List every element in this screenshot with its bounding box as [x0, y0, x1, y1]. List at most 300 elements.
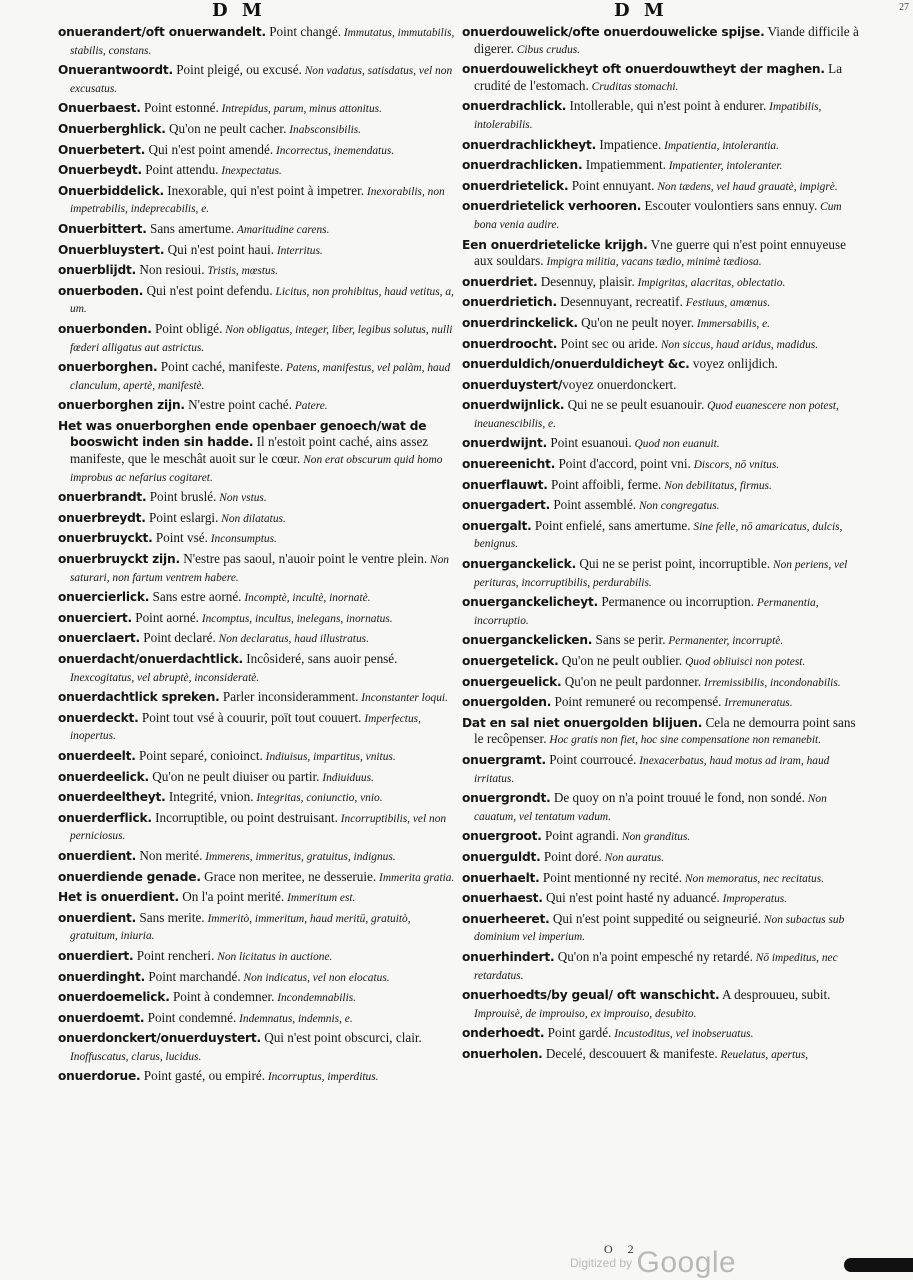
- dictionary-entry: [58, 242, 456, 260]
- dictionary-entry: [462, 849, 860, 867]
- dictionary-entry: [462, 356, 860, 374]
- french-gloss: Qui n'est point amendé.: [145, 141, 274, 157]
- french-gloss: Point vsé.: [152, 530, 208, 546]
- dictionary-entry: [58, 418, 456, 486]
- latin-gloss: Non erat obscurum quid homo improbus ac nefarius cogitaret.: [70, 454, 443, 484]
- latin-gloss: Non cauatum, vel tentatum vadum.: [474, 793, 827, 823]
- french-gloss: De quoy on n'a point trouué le fond, non sondé.: [550, 790, 805, 806]
- latin-gloss: Reuelatus, apertus,: [717, 1048, 809, 1061]
- dictionary-entry: [58, 1010, 456, 1028]
- french-gloss: Parler inconsideramment.: [219, 689, 359, 705]
- headword: onuerhoedts/by geual/ oft wanschicht.: [462, 988, 720, 1003]
- french-gloss: Point doré.: [540, 848, 602, 864]
- dictionary-entry: [462, 274, 860, 292]
- dictionary-entry: [58, 142, 456, 160]
- french-gloss: Qui n'est point haui.: [164, 241, 275, 257]
- latin-gloss: Incorruptibilis, vel non perniciosus.: [70, 812, 447, 843]
- headword: onuergetelick.: [462, 654, 559, 668]
- latin-gloss: Patens, manifestus, vel palàm, haud clanculum, apertè, manifestè.: [70, 362, 451, 392]
- dictionary-entry: [462, 397, 860, 432]
- latin-gloss: Incondemnabilis.: [274, 992, 357, 1005]
- dictionary-entry: [58, 710, 456, 745]
- latin-gloss: Permanentia, incorruptio.: [474, 597, 819, 627]
- latin-gloss: Non licitatus in auctione.: [214, 950, 333, 963]
- headword: onuerdeckt.: [58, 710, 139, 725]
- headword: onuergeuelick.: [462, 674, 562, 689]
- dictionary-entry: [462, 237, 860, 271]
- latin-gloss: Non auratus.: [601, 851, 665, 864]
- french-gloss: Cela ne demourra point sans le recôpenser.: [474, 714, 856, 747]
- headword: Het was onuerborghen ende openbaer genoech/wat de booswicht inden sin hadde.: [58, 418, 427, 450]
- headword: onuerdeelick.: [58, 769, 149, 784]
- latin-gloss: Incustoditus, vel inobseruatus.: [611, 1028, 754, 1041]
- latin-gloss: Improperatus.: [719, 893, 788, 906]
- french-gloss: voyez onuerdonckert.: [562, 376, 677, 392]
- french-gloss: Point d'accord, point vni.: [555, 456, 691, 472]
- dictionary-entry: [58, 651, 456, 686]
- dictionary-entry: [58, 948, 456, 966]
- dictionary-entry: [58, 869, 456, 887]
- french-gloss: Non resioui.: [136, 262, 205, 278]
- french-gloss: Non merité.: [136, 847, 203, 863]
- dictionary-entry: [462, 61, 860, 95]
- headword: onuerduldich/onuerduldicheyt &c.: [462, 357, 690, 372]
- dictionary-entry: [462, 377, 860, 395]
- dictionary-entry: [462, 497, 860, 515]
- dictionary-entry: [462, 870, 860, 888]
- headword: onuerdeelt.: [58, 748, 136, 763]
- headword: onuerdrietich.: [462, 295, 557, 310]
- french-gloss: Point gardé.: [544, 1025, 612, 1041]
- latin-gloss: Non debilitatus, firmus.: [661, 479, 772, 492]
- latin-gloss: Festiuus, amœnus.: [682, 297, 771, 310]
- headword: onuergroot.: [462, 829, 542, 844]
- headword: onuerganckelicken.: [462, 633, 593, 648]
- latin-gloss: Incorrectus, inemendatus.: [273, 144, 395, 157]
- dictionary-entry: [462, 294, 860, 312]
- dictionary-entry: [58, 221, 456, 239]
- dictionary-entry: [462, 715, 860, 749]
- french-gloss: Qu'on n'a point empesché ny retardé.: [554, 948, 753, 964]
- headword: onuerdrinckelick.: [462, 315, 578, 330]
- dictionary-entry: [58, 24, 456, 59]
- dictionary-entry: [462, 632, 860, 650]
- headword: onuerheeret.: [462, 911, 550, 926]
- latin-gloss: Tristis, mœstus.: [204, 265, 278, 278]
- latin-gloss: Non granditus.: [619, 831, 691, 844]
- french-gloss: Desennuyant, recreatif.: [556, 294, 683, 310]
- french-gloss: Sans estre aorné.: [149, 589, 242, 605]
- latin-gloss: Improuisè, de improuiso, ex improuiso, desubito.: [474, 1007, 697, 1020]
- latin-gloss: Discors, nō vnitus.: [690, 459, 780, 472]
- headword: onuerdroocht.: [462, 336, 558, 351]
- french-gloss: Point assemblé.: [550, 497, 637, 513]
- dictionary-entry: [58, 530, 456, 548]
- headword: onuerdriet.: [462, 274, 538, 289]
- headword: onuerdrietelick.: [462, 178, 569, 193]
- french-gloss: Permanence ou incorruption.: [598, 594, 755, 610]
- headword: onuergalt.: [462, 518, 532, 533]
- latin-gloss: Immerens, immeritus, gratuitus, indignus.: [202, 850, 396, 863]
- french-gloss: On l'a point merité.: [178, 889, 285, 905]
- french-gloss: Sans amertume.: [146, 220, 235, 236]
- headword: onuerdoemelick.: [58, 990, 170, 1005]
- headword: Onuerantwoordt.: [58, 63, 173, 78]
- latin-gloss: Non subactus sub dominium vel imperium.: [474, 913, 845, 944]
- dictionary-entry: [58, 162, 456, 180]
- dictionary-entry: [58, 183, 456, 218]
- dictionary-entry: [462, 911, 860, 946]
- headword: Onuerbaest.: [58, 101, 141, 116]
- dictionary-entry: [58, 551, 456, 586]
- french-gloss: Point eslargi.: [145, 509, 219, 525]
- headword: onuerbruyckt.: [58, 531, 153, 546]
- dictionary-entry: [462, 157, 860, 175]
- headword: onderhoedt.: [462, 1026, 545, 1041]
- right-column: [462, 24, 860, 1066]
- latin-gloss: Irremuneratus.: [721, 697, 793, 710]
- dictionary-entry: [462, 890, 860, 908]
- digitized-watermark: [570, 1246, 736, 1280]
- dictionary-entry: [462, 456, 860, 474]
- latin-gloss: Non declaratus, haud illustratus.: [215, 633, 369, 646]
- latin-gloss: Quod euanescere non potest, ineuanescibilis, e.: [474, 400, 839, 430]
- dictionary-entry: [462, 594, 860, 629]
- french-gloss: Point caché, manifeste.: [157, 359, 284, 375]
- dictionary-entry: [58, 100, 456, 118]
- dictionary-entry: [58, 910, 456, 945]
- dictionary-entry: [462, 336, 860, 354]
- latin-gloss: Quod non euanuit.: [631, 438, 720, 451]
- latin-gloss: Immeritum est.: [284, 892, 356, 905]
- latin-gloss: Immerita gratia.: [376, 871, 455, 884]
- dictionary-entry: [462, 178, 860, 196]
- latin-gloss: Non vadatus, satisdatus, vel non excusatus.: [70, 65, 453, 95]
- page-edge-smudge: [844, 1258, 913, 1272]
- latin-gloss: Inconsumptus.: [207, 533, 277, 546]
- headword: onuereenicht.: [462, 457, 556, 472]
- headword: Onuerbittert.: [58, 221, 147, 236]
- dictionary-entry: [462, 137, 860, 155]
- dictionary-entry: [58, 789, 456, 807]
- headword: onuerhindert.: [462, 949, 555, 964]
- headword: onuerdrietelick verhooren.: [462, 199, 642, 214]
- headword: onuerderflick.: [58, 810, 152, 825]
- dictionary-entry: [462, 790, 860, 825]
- latin-gloss: Inexacerbatus, haud motus ad iram, haud irritatus.: [474, 754, 830, 785]
- headword: onuerdrachlickheyt.: [462, 137, 597, 152]
- dictionary-entry: [462, 674, 860, 692]
- headword: onuerdoemt.: [58, 1010, 145, 1025]
- latin-gloss: Inexcogitatus, vel abruptè, inconsideratè.: [70, 671, 260, 684]
- latin-gloss: Cibus crudus.: [513, 43, 581, 56]
- latin-gloss: Cruditas stomachi.: [588, 80, 679, 93]
- latin-gloss: Non siccus, haud aridus, madidus.: [657, 338, 819, 351]
- latin-gloss: Incomptus, incultus, inelegans, inornatus.: [198, 612, 393, 625]
- left-column: [58, 24, 456, 1089]
- dictionary-entry: [462, 477, 860, 495]
- latin-gloss: Inexorabilis, non impetrabilis, indeprecabilis, e.: [70, 185, 445, 216]
- french-gloss: Point tout vsé à couurir, poït tout couuert.: [138, 709, 362, 725]
- headword: onuerandert/oft onuerwandelt.: [58, 25, 266, 39]
- headword: onuerdwijnlick.: [462, 398, 565, 413]
- french-gloss: Point affoibli, ferme.: [547, 476, 662, 492]
- headword: Onuerbiddelick.: [58, 183, 164, 198]
- latin-gloss: Immutatus, immutabilis, stabilis, constans.: [70, 27, 455, 57]
- headword: onuerhaelt.: [462, 870, 540, 885]
- dictionary-entry: [58, 810, 456, 845]
- french-gloss: Vne guerre qui n'est point ennuyeuse aux souldars.: [474, 236, 846, 269]
- latin-gloss: Inabsconsibilis.: [286, 123, 362, 136]
- latin-gloss: Impatientia, intolerantia.: [661, 139, 779, 152]
- dictionary-entry: [58, 630, 456, 648]
- headword: onuergramt.: [462, 752, 546, 767]
- french-gloss: A desprouueu, subit.: [719, 987, 831, 1003]
- french-gloss: Point sec ou aride.: [557, 335, 658, 351]
- dictionary-entry: [58, 489, 456, 507]
- headword: onuerbruyckt zijn.: [58, 552, 180, 567]
- french-gloss: Point remuneré ou recompensé.: [551, 694, 722, 710]
- french-gloss: Decelé, descouuert & manifeste.: [542, 1045, 718, 1061]
- latin-gloss: Intrepidus, parum, minus attonitus.: [218, 103, 382, 116]
- headword: onuerdorue.: [58, 1069, 141, 1084]
- headword: onuerciert.: [58, 610, 132, 625]
- latin-gloss: Non dilatatus.: [218, 512, 286, 525]
- latin-gloss: Integritas, coniunctio, vnio.: [253, 792, 383, 805]
- dictionary-entry: [58, 989, 456, 1007]
- french-gloss: Qui ne se peult esuanouir.: [564, 397, 705, 413]
- french-gloss: Inexorable, qui n'est point à impetrer.: [163, 182, 365, 198]
- french-gloss: Point gasté, ou empiré.: [140, 1068, 266, 1084]
- headword: onuergolden.: [462, 695, 552, 710]
- headword: onuerbrandt.: [58, 490, 147, 505]
- latin-gloss: Non vstus.: [216, 492, 267, 505]
- headword: onuerdiende genade.: [58, 869, 201, 884]
- watermark-prefix: Digitized by: [570, 1256, 633, 1270]
- dictionary-entry: [462, 24, 860, 58]
- headword: onuerduystert/: [462, 377, 563, 392]
- latin-gloss: Non tædens, vel haud grauatè, impigrè.: [654, 180, 838, 193]
- latin-gloss: Non congregatus.: [636, 500, 720, 513]
- latin-gloss: Hoc gratis non fiet, hoc sine compensatione non remanebit.: [546, 734, 821, 747]
- french-gloss: Point declaré.: [139, 630, 216, 646]
- headword: Een onuerdrietelicke krijgh.: [462, 237, 648, 252]
- headword: onuerdrachlicken.: [462, 158, 583, 173]
- headword: onuerdonckert/onuerduystert.: [58, 1031, 261, 1046]
- french-gloss: Point obligé.: [151, 320, 223, 336]
- watermark-logo: Google: [636, 1246, 737, 1279]
- french-gloss: Qu'on ne peult noyer.: [577, 314, 695, 330]
- french-gloss: Impatience.: [596, 136, 662, 152]
- french-gloss: N'estre point caché.: [184, 397, 292, 413]
- headword: onuerdient.: [58, 848, 137, 863]
- latin-gloss: Impatienter, intoleranter.: [665, 160, 783, 173]
- dictionary-entry: [462, 828, 860, 846]
- latin-gloss: Incomptè, incultè, inornatè.: [241, 592, 371, 605]
- french-gloss: Qu'on ne peult cacher.: [165, 120, 287, 136]
- latin-gloss: Inconstanter loqui.: [358, 692, 448, 705]
- french-gloss: Intollerable, qui n'est point à endurer.: [566, 98, 767, 114]
- latin-gloss: Indiuisus, impartitus, vnitus.: [262, 750, 396, 763]
- french-gloss: Point ennuyant.: [568, 177, 655, 193]
- french-gloss: Point courroucé.: [545, 751, 637, 767]
- french-gloss: Sans se perir.: [592, 632, 666, 648]
- french-gloss: Integrité, vnion.: [165, 789, 254, 805]
- latin-gloss: Permanenter, incorruptè.: [665, 635, 784, 648]
- french-gloss: Qu'on ne peult oublier.: [558, 653, 683, 668]
- latin-gloss: Non indicatus, vel non elocatus.: [240, 971, 390, 984]
- headword: Onuerbeydt.: [58, 163, 142, 178]
- headword: onuerblijdt.: [58, 263, 137, 278]
- french-gloss: Point agrandi.: [541, 828, 620, 844]
- french-gloss: Point aorné.: [131, 609, 199, 625]
- dictionary-entry: [462, 949, 860, 984]
- headword: Het is onuerdient.: [58, 890, 179, 905]
- dictionary-entry: [58, 610, 456, 628]
- dictionary-entry: [58, 748, 456, 766]
- dictionary-entry: [462, 653, 860, 671]
- french-gloss: Escouter voulontiers sans ennuy.: [641, 198, 818, 214]
- headword: onuergadert.: [462, 498, 551, 513]
- headword: onuerdeeltheyt.: [58, 790, 166, 805]
- headword: onuerdouwelick/ofte onuerdouwelicke spijse.: [462, 25, 765, 39]
- french-gloss: Point condemné.: [144, 1009, 237, 1025]
- headword: onuergrondt.: [462, 791, 551, 806]
- latin-gloss: Amaritudine carens.: [234, 223, 330, 236]
- latin-gloss: Indiuiduus.: [319, 771, 374, 784]
- dictionary-entry: [58, 889, 456, 907]
- dictionary-entry: [58, 262, 456, 280]
- headword: Onuerberghlick.: [58, 121, 166, 136]
- french-gloss: Point marchandé.: [145, 968, 241, 984]
- dictionary-entry: [58, 359, 456, 394]
- page-number: 27: [899, 2, 909, 13]
- dictionary-entry: [58, 121, 456, 139]
- headword: onuerdiert.: [58, 948, 134, 963]
- dictionary-entry: [462, 987, 860, 1022]
- french-gloss: Point attendu.: [141, 162, 219, 178]
- latin-gloss: Incorruptus, imperditus.: [265, 1071, 379, 1084]
- french-gloss: Il n'estoit point caché, ains assez manifeste, que le meschât auoit sur le cœur.: [70, 434, 429, 467]
- dictionary-entry: [462, 1046, 860, 1064]
- latin-gloss: Impatibilis, intolerabilis.: [474, 101, 822, 131]
- latin-gloss: Immeritò, immeritum, haud meritū, gratuitò, gratuitum, iniuria.: [70, 912, 411, 943]
- dictionary-entry: [462, 556, 860, 591]
- french-gloss: N'estre pas saoul, n'auoir point le ventre plein.: [179, 551, 428, 567]
- headword: onuerbreydt.: [58, 510, 146, 525]
- latin-gloss: Impigra militia, vacans tædio, minimè tædiosa.: [543, 256, 762, 269]
- french-gloss: Point rencheri.: [133, 947, 215, 963]
- french-gloss: voyez onlijdich.: [689, 356, 778, 372]
- latin-gloss: Non periens, vel perituras, incorruptibilis, perdurabilis.: [474, 559, 848, 589]
- latin-gloss: Irremissibilis, incondonabilis.: [701, 676, 841, 689]
- latin-gloss: Cum bona venia audire.: [474, 201, 842, 231]
- headword: onuerdacht/onuerdachtlick.: [58, 652, 243, 666]
- latin-gloss: Sine felle, nō amaricatus, dulcis, benignus.: [474, 520, 843, 551]
- dictionary-entry: [58, 321, 456, 356]
- french-gloss: Point à condemner.: [169, 989, 275, 1005]
- headword: onuerganckelick.: [462, 557, 577, 572]
- french-gloss: Point estonné.: [140, 100, 219, 116]
- latin-gloss: Non saturari, non fartum ventrem habere.: [70, 554, 449, 584]
- french-gloss: Point enfielé, sans amertume.: [531, 517, 691, 533]
- headword: onuerborghen zijn.: [58, 398, 185, 413]
- headword: onuerdient.: [58, 910, 137, 925]
- headword: Dat en sal niet onuergolden blijuen.: [462, 715, 703, 730]
- french-gloss: Desennuy, plaisir.: [537, 273, 635, 289]
- running-head-left: D M: [212, 0, 266, 21]
- latin-gloss: Non obligatus, integer, liber, legibus solutus, nulli fœderi alligatus aut astrictus.: [70, 323, 453, 354]
- latin-gloss: Indemnatus, indemnis, e.: [236, 1012, 353, 1025]
- headword: onuerdwijnt.: [462, 436, 548, 451]
- dictionary-entry: [462, 435, 860, 453]
- french-gloss: La crudité de l'estomach.: [474, 61, 843, 93]
- dictionary-entry: [58, 848, 456, 866]
- headword: onuerganckelicheyt.: [462, 595, 599, 610]
- latin-gloss: Inoffuscatus, clarus, lucidus.: [70, 1050, 202, 1063]
- latin-gloss: Patere.: [291, 400, 328, 413]
- latin-gloss: Inexpectatus.: [218, 165, 282, 178]
- french-gloss: Grace non meritee, ne desseruie.: [200, 868, 377, 884]
- headword: onuerdrachlick.: [462, 99, 567, 114]
- french-gloss: Qui n'est point hasté ny aduancé.: [542, 890, 720, 906]
- latin-gloss: Non memoratus, nec recitatus.: [682, 872, 825, 885]
- dictionary-entry: [58, 769, 456, 787]
- headword: onuerclaert.: [58, 631, 140, 646]
- dictionary-entry: [58, 510, 456, 528]
- french-gloss: Qu'on ne peult pardonner.: [561, 673, 702, 689]
- headword: onuerguldt.: [462, 849, 541, 864]
- headword: onuerbonden.: [58, 321, 152, 336]
- french-gloss: Qui n'est point defendu.: [143, 282, 273, 298]
- dictionary-entry: [462, 518, 860, 553]
- latin-gloss: Licitus, non prohibitus, haud vetitus, a, um.: [70, 285, 454, 316]
- headword: onuerhaest.: [462, 891, 543, 906]
- dictionary-entry: [58, 589, 456, 607]
- french-gloss: Viande difficile à digerer.: [474, 24, 859, 56]
- french-gloss: Incôsideré, sans auoir pensé.: [242, 651, 398, 666]
- dictionary-entry: [462, 98, 860, 133]
- headword: Onuerbluystert.: [58, 242, 165, 257]
- headword: onuerdouwelickheyt oft onuerdouwtheyt der maghen.: [462, 62, 825, 77]
- french-gloss: Qui n'est point obscurci, clair.: [260, 1030, 422, 1046]
- french-gloss: Point bruslé.: [146, 489, 217, 505]
- french-gloss: Qu'on ne peult diuiser ou partir.: [148, 768, 320, 784]
- latin-gloss: Impigritas, alacritas, oblectatio.: [634, 276, 786, 289]
- dictionary-entry: [58, 969, 456, 987]
- latin-gloss: Immersabilis, e.: [694, 317, 770, 330]
- dictionary-entry: [58, 397, 456, 415]
- latin-gloss: Nō impeditus, nec retardatus.: [474, 951, 838, 982]
- running-head-right: D M: [614, 0, 668, 21]
- dictionary-entry: [462, 694, 860, 712]
- dictionary-entry: [462, 315, 860, 333]
- headword: onuerflauwt.: [462, 477, 548, 492]
- headword: onuerdinght.: [58, 969, 146, 984]
- dictionary-entry: [58, 62, 456, 97]
- french-gloss: Sans merite.: [136, 909, 205, 925]
- french-gloss: Point esuanoui.: [547, 435, 632, 451]
- french-gloss: Impatiemment.: [582, 157, 666, 173]
- dictionary-entry: [58, 689, 456, 707]
- french-gloss: Point mentionné ny recité.: [539, 869, 683, 885]
- latin-gloss: Imperfectus, inopertus.: [70, 712, 421, 743]
- french-gloss: Qui ne se perist point, incorruptible.: [576, 556, 771, 572]
- headword: onuerdachtlick spreken.: [58, 690, 220, 705]
- dictionary-entry: [462, 198, 860, 233]
- dictionary-entry: [462, 752, 860, 787]
- dictionary-entry: [58, 283, 456, 318]
